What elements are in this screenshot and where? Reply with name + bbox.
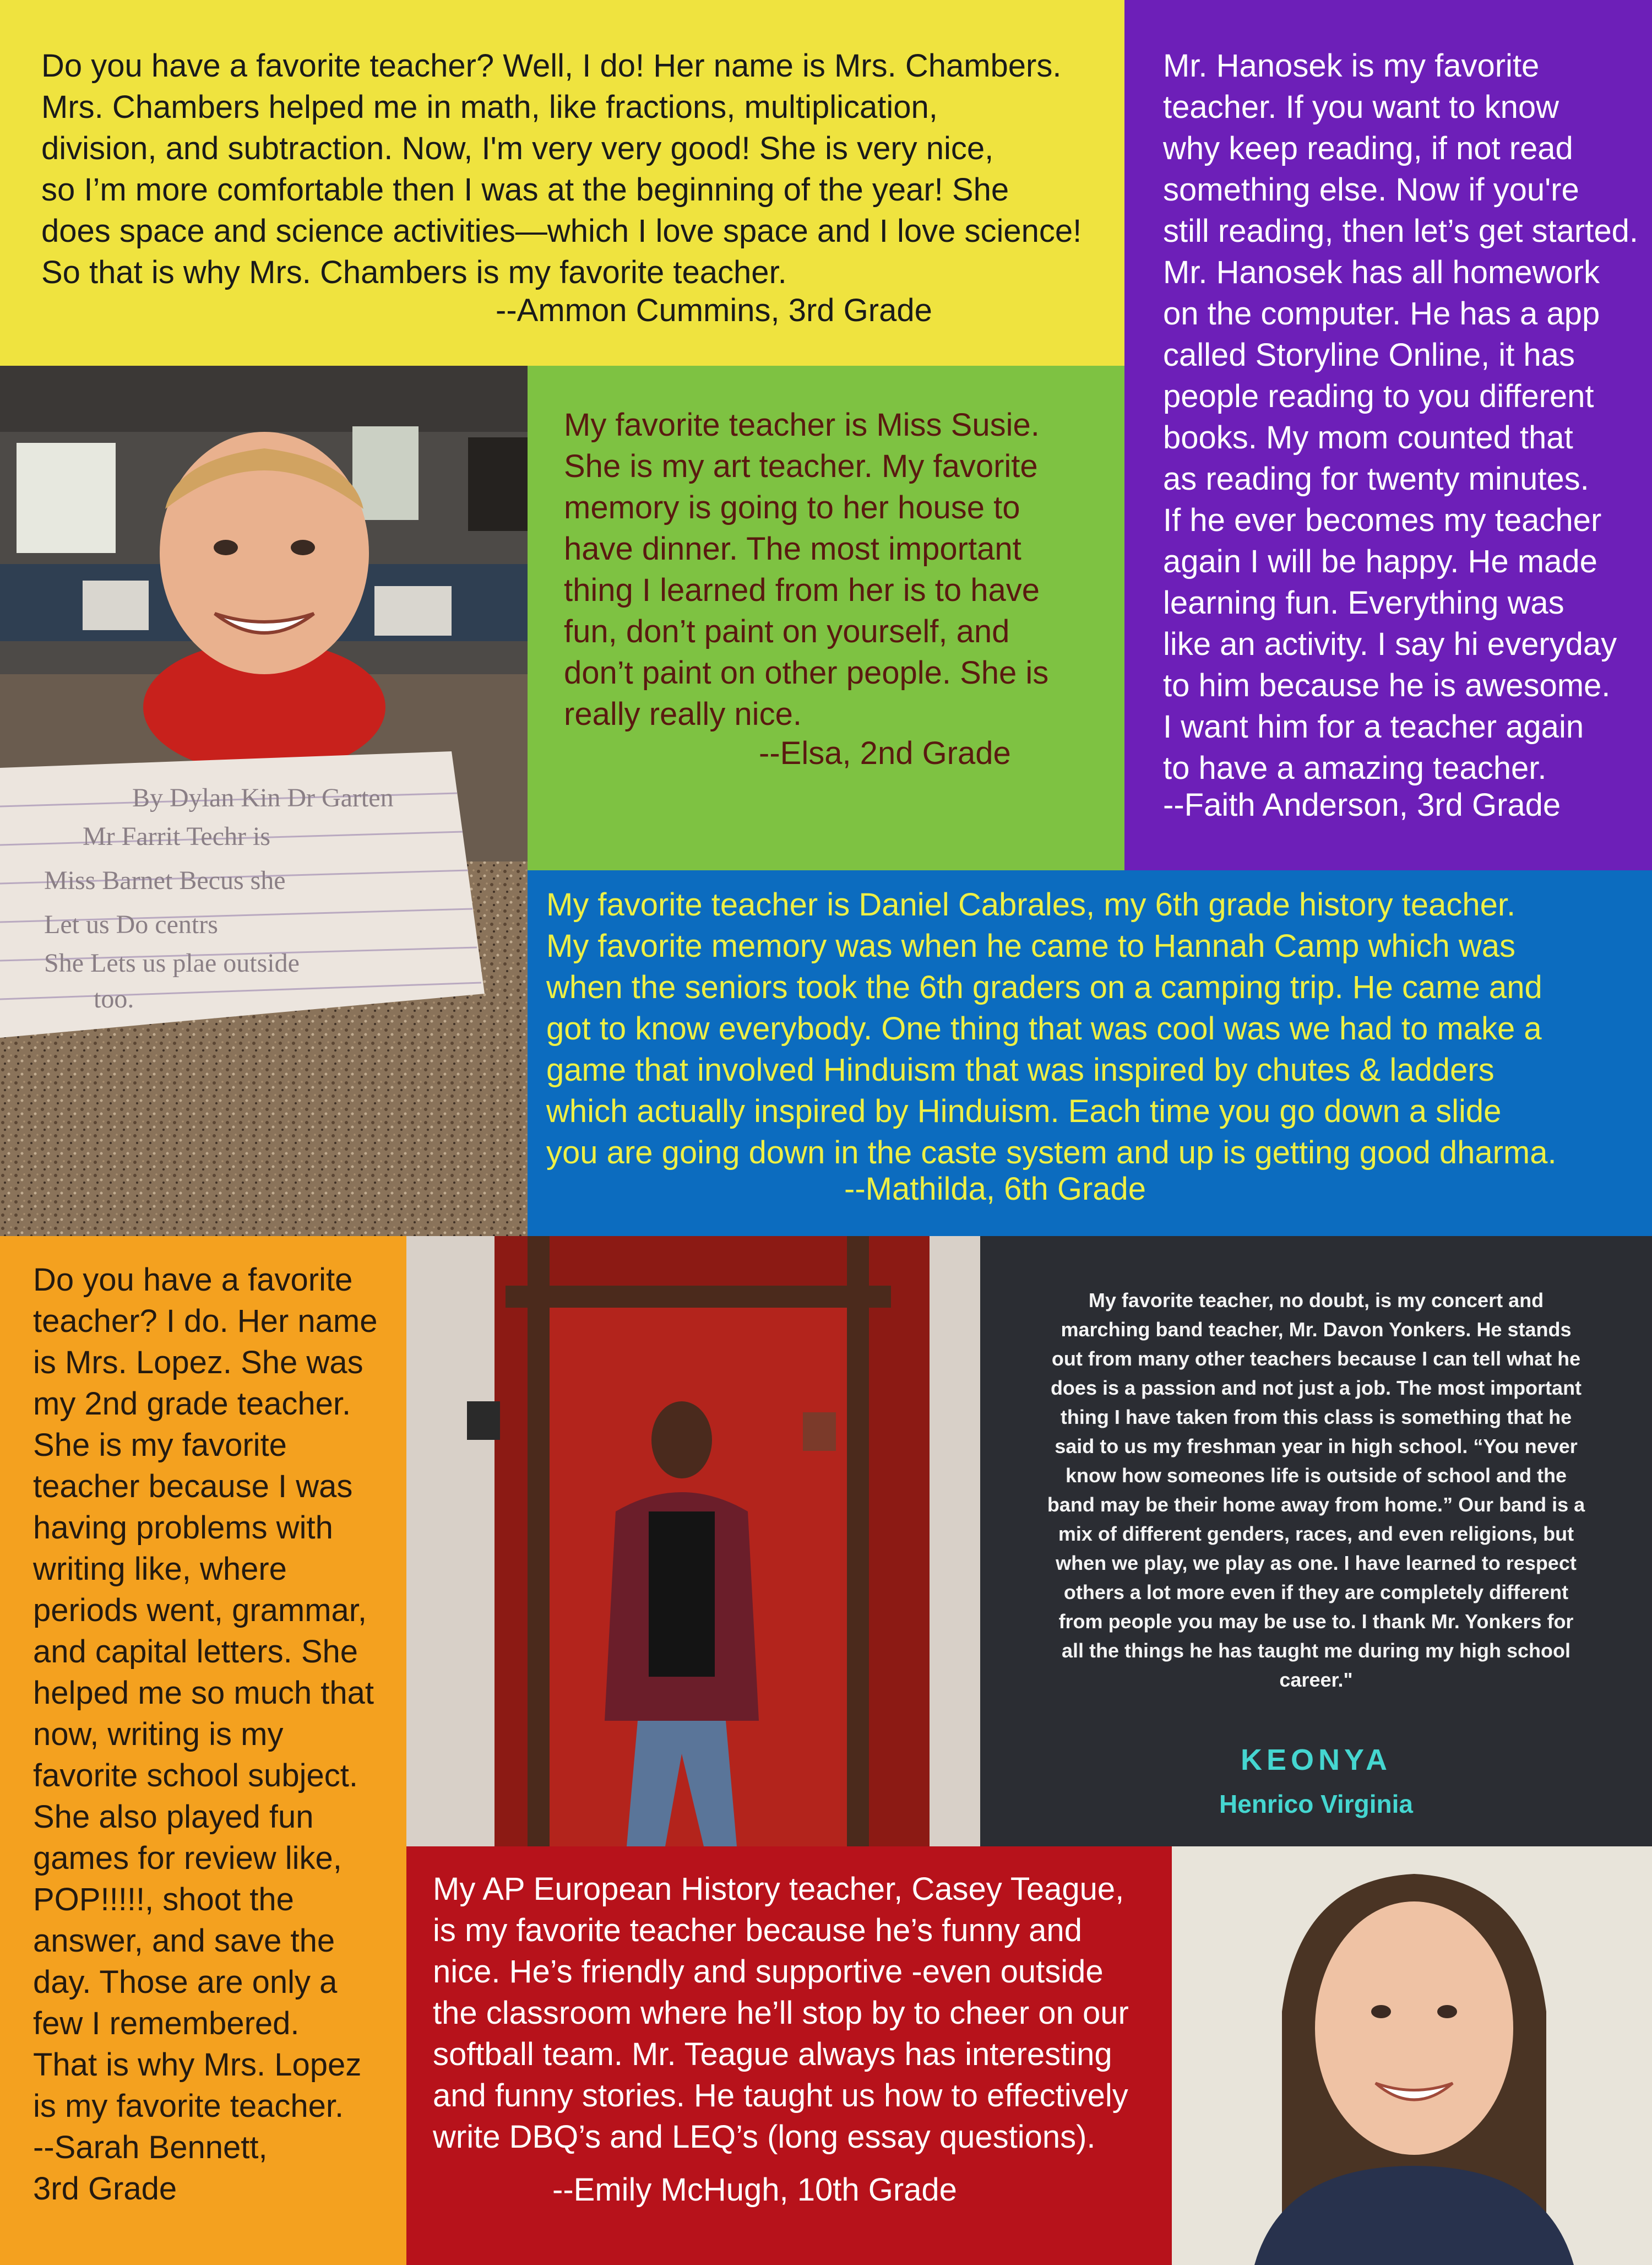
elsa-text: My favorite teacher is Miss Susie. She is my art teacher. My favorite memory is going to her house to have dinner. The most important thing I learned from her is to have fun, don’t paint on yourself, and don’t paint on other people. She is really really nice. [564,407,1049,732]
mathilda-text: My favorite teacher is Daniel Cabrales, my 6th grade history teacher. My favorite memory was when he came to Hannah Camp which was when the seniors took the 6th graders on a camping trip. He came and got to know everybody. One thing that was cool was we had to make a game that involved Hinduism that was inspired by chutes & ladders which actually inspired by Hinduism. Each time you go down a slide you are going down in the caste system and up is getting good dharma. [546,887,1557,1171]
emily-mchugh-panel [406,1846,1172,2265]
sign-handwriting: By Dylan Kin Dr Garten Mr Farrit Techr is Miss Barnet Becus she Let us Do centrs She Lets us plae outside too. [44,783,394,1014]
sarah-bennett-panel [0,1236,406,2265]
ammon-cummins-panel [0,0,1124,366]
keonya-location: Henrico Virginia [1219,1790,1413,1818]
keonya-name: KEONYA [1240,1743,1392,1776]
emily-mchugh-signature: --Emily McHugh, 10th Grade [552,2172,957,2208]
emily-portrait-photo [1172,1846,1652,2265]
faith-anderson-panel [1124,0,1652,870]
keonya-panel [980,1236,1652,1846]
mathilda-panel [528,870,1652,1236]
keonya-photo [406,1236,980,1846]
boy-with-sign-illustration [0,366,528,1236]
emily-mchugh-text: My AP European History teacher, Casey Teague, is my favorite teacher because he’s funny and nice. He’s friendly and supportive -even outside the classroom where he’ll stop by to cheer on our softball team. Mr. Teague always has interesting and funny stories. He taught us how to effectively write DBQ’s and LEQ’s (long essay questions). [433,1871,1129,2155]
keonya-illustration [406,1236,980,1846]
ammon-cummins-text: Do you have a favorite teacher? Well, I do! Her name is Mrs. Chambers. Mrs. Chambers helped me in math, like fractions, multiplication, division, and subtraction. Now, I'm very very good! She is very nice, so I’m more comfortable then I was at the beginning of the year! She does space and science activities—which I love space and I love science! So that is why Mrs. Chambers is my favorite teacher. [41,48,1082,290]
sarah-bennett-text: Do you have a favorite teacher? I do. Her name is Mrs. Lopez. She was my 2nd grade teacher. She is my favorite teacher because I was having problems with writing like, where periods went, grammar, and capital letters. She helped me so much that now, writing is my favorite school subject. She also played fun games for review like, POP!!!!!, shoot the answer, and save the day. Those are only a few I remembered. That is why Mrs. Lopez is my favorite teacher. --Sarah Bennett, 3rd Grade [33,1262,378,2207]
boy-with-sign-photo [0,366,528,1236]
ammon-cummins-signature: --Ammon Cummins, 3rd Grade [496,292,932,328]
emily-portrait-illustration [1172,1846,1652,2265]
keonya-text: My favorite teacher, no doubt, is my concert and marching band teacher, Mr. Davon Yonkers. He stands out from many other teachers because I can tell what he does is a passion and not just a job. The most important thing I have taken from this class is something that he said to us my freshman year in high school. “You never know how someones life is outside of school and the band may be their home away from home.” Our band is a mix of different genders, races, and even religions, but when we play, we play as one. I have learned to respect others a lot more even if they are completely different from people you may be use to. I thank Mr. Yonkers for all the things he has taught me during my high school career." [1047,1289,1585,1691]
faith-anderson-signature: --Faith Anderson, 3rd Grade [1163,787,1561,823]
mathilda-signature: --Mathilda, 6th Grade [844,1171,1146,1207]
faith-anderson-text: Mr. Hanosek is my favorite teacher. If you want to know why keep reading, if not read something else. Now if you're still reading, then let’s get started. Mr. Hanosek has all homework on the computer. He has a app called Storyline Online, it has people reading to you different books. My mom counted that as reading for twenty minutes. If he ever becomes my teacher again I will be happy. He made learning fun. Everything was like an activity. I say hi everyday to him because he is awesome. I want him for a teacher again to have a amazing teacher. [1163,48,1638,786]
elsa-signature: --Elsa, 2nd Grade [759,735,1011,771]
restroom-sign-icon [467,1401,500,1440]
elsa-panel [528,366,1124,870]
